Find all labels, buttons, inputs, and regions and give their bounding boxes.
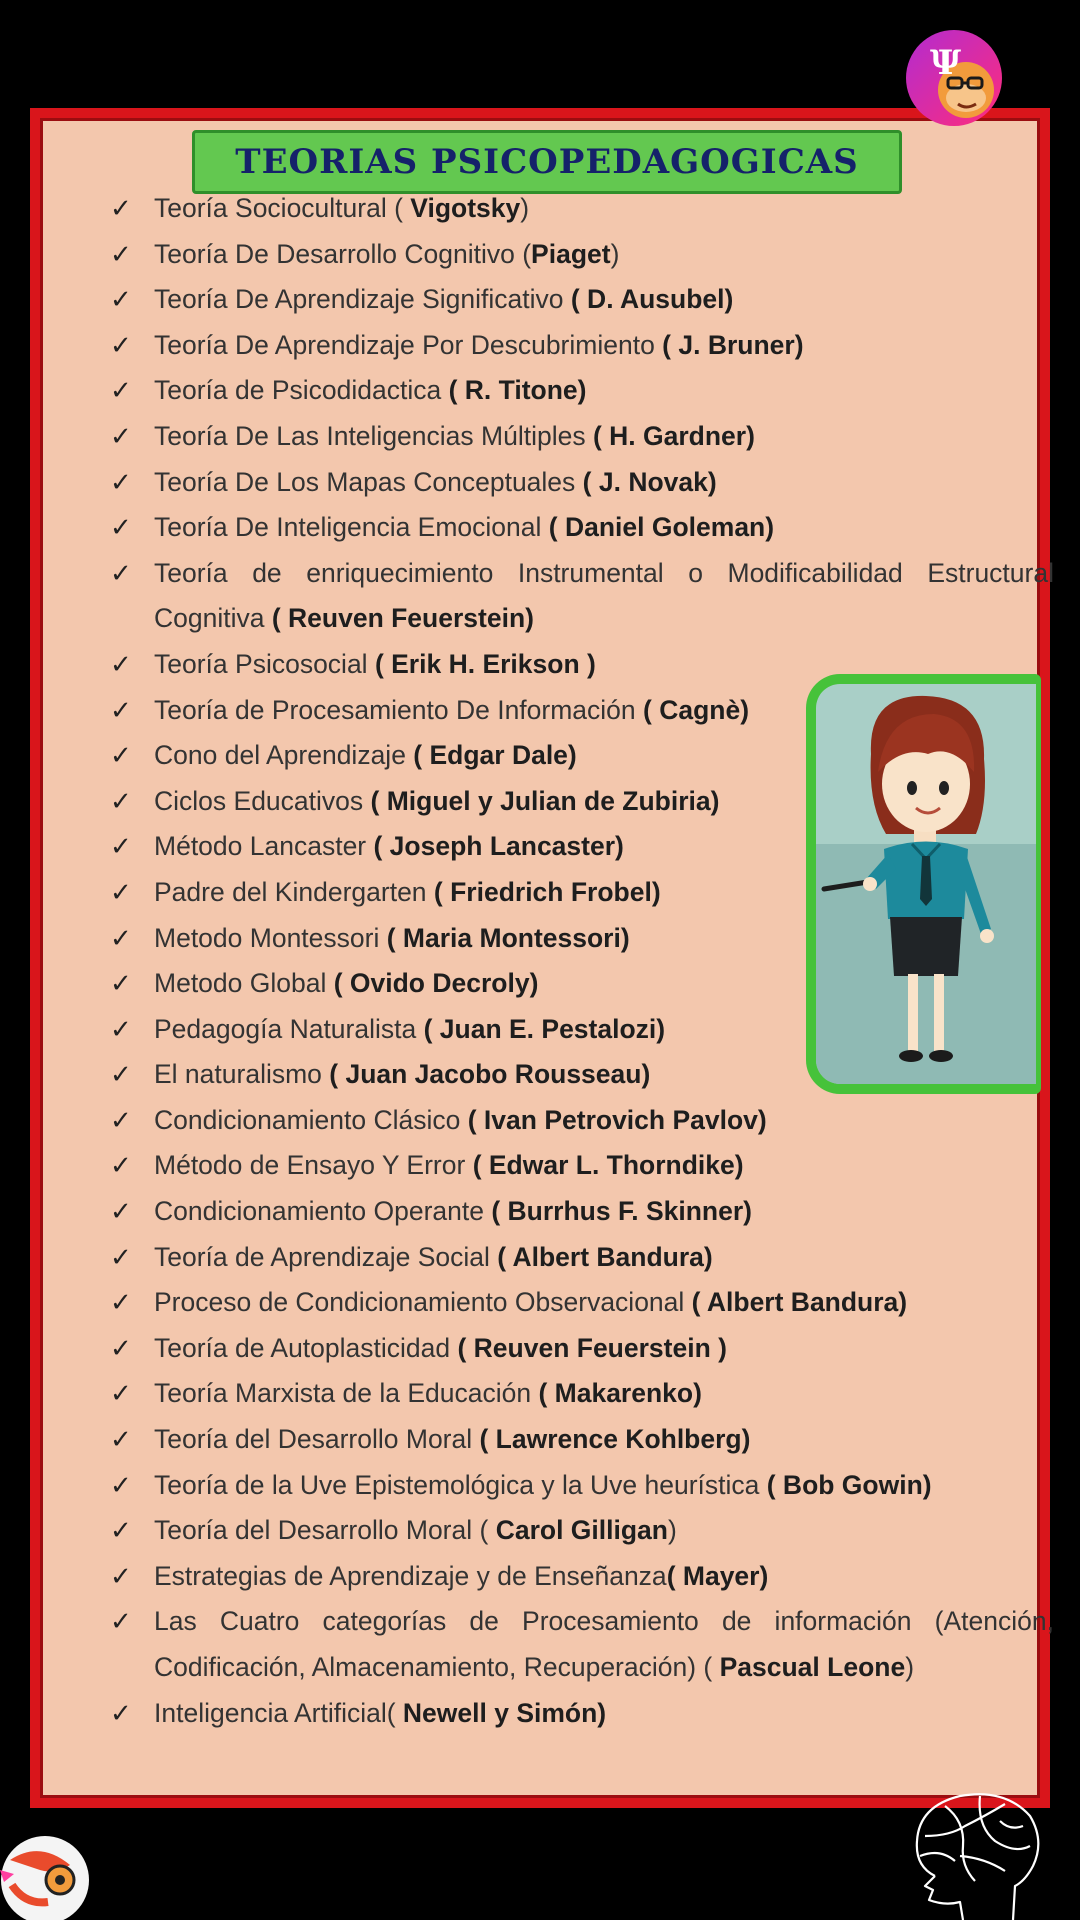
theory-name: Ciclos Educativos [154, 785, 371, 816]
theory-name: Teoría Sociocultural ( [154, 193, 411, 223]
theory-author: Piaget [531, 238, 611, 269]
check-icon: ✓ [110, 785, 132, 816]
theory-author: Pascual Leone [719, 1652, 906, 1682]
theory-author: ( Edwar L. Thorndike) [472, 1150, 744, 1181]
brain-head-icon [905, 1786, 1045, 1920]
teacher-illustration [806, 674, 1041, 1094]
check-icon: ✓ [110, 1013, 132, 1044]
list-item [110, 1280, 1060, 1326]
theory-name: Proceso de Condicionamiento Observacional [154, 1287, 692, 1318]
check-icon: ✓ [110, 740, 132, 771]
check-icon: ✓ [110, 1287, 132, 1318]
theory-name: Método Lancaster [154, 831, 374, 862]
theory-author: ( Albert Bandura) [497, 1241, 713, 1272]
theory-author: ( J. Novak) [582, 466, 717, 497]
list-item [110, 277, 1060, 323]
theory-name: Teoría De Desarrollo Cognitivo ( [154, 238, 532, 269]
list-item [110, 1143, 1060, 1189]
theory-name: Teoría De Las Inteligencias Múltiples [154, 420, 593, 451]
check-icon: ✓ [110, 420, 132, 451]
list-item [110, 1235, 1060, 1281]
closing-paren: ) [520, 193, 530, 223]
theory-name: Teoría de la Uve Epistemológica y la Uve heurística [154, 1469, 767, 1500]
closing-paren: ) [610, 238, 620, 269]
theory-name: Condicionamiento Clásico [154, 1104, 468, 1135]
check-icon: ✓ [110, 466, 132, 497]
theory-author: ( Reuven Feuerstein ) [457, 1332, 727, 1363]
list-item [110, 186, 1060, 232]
theory-author: ( Juan Jacobo Rousseau) [329, 1059, 651, 1090]
theory-author: ( Ivan Petrovich Pavlov) [467, 1104, 767, 1135]
theory-name: Teoría del Desarrollo Moral [154, 1424, 480, 1455]
list-item [110, 1508, 1060, 1554]
page-title: TEORIAS PSICOPEDAGOGICAS [235, 142, 859, 182]
check-icon: ✓ [110, 648, 132, 679]
theory-name: Metodo Global [154, 968, 334, 999]
closing-paren: ) [905, 1652, 915, 1682]
list-item [110, 1371, 1060, 1417]
theory-name: Teoría de Psicodidactica [154, 375, 449, 406]
list-item [110, 505, 1060, 551]
theory-author: ( Daniel Goleman) [548, 512, 775, 543]
theory-author: Carol Gilligan [495, 1515, 668, 1546]
theory-author: ( Cagnè) [643, 694, 750, 725]
check-icon: ✓ [110, 1332, 132, 1363]
theory-name: Teoría de Aprendizaje Social [154, 1241, 498, 1272]
check-icon: ✓ [110, 968, 132, 999]
check-icon: ✓ [110, 284, 132, 315]
list-item [110, 1691, 1060, 1737]
check-icon: ✓ [110, 1059, 132, 1090]
check-icon: ✓ [110, 1515, 132, 1546]
theory-author: ( Makarenko) [538, 1378, 702, 1409]
theories-card [30, 108, 1054, 1808]
check-icon: ✓ [110, 557, 132, 588]
check-icon: ✓ [110, 831, 132, 862]
list-item [110, 460, 1060, 506]
check-icon: ✓ [110, 1196, 132, 1227]
theory-name: Teoría de Procesamiento De Información [154, 694, 644, 725]
list-item [110, 414, 1060, 460]
check-icon: ✓ [110, 238, 132, 269]
theory-author: ( Reuven Feuerstein) [271, 603, 534, 634]
check-icon: ✓ [110, 1378, 132, 1409]
theory-author: ( Juan E. Pestalozi) [423, 1013, 666, 1044]
theory-author: ( D. Ausubel) [570, 284, 734, 315]
theory-name: Las Cuatro categorías de Procesamiento de información (Atención, Codificación, Almacenamiento, Recuperación) ( [154, 1606, 1054, 1682]
theory-author: ( J. Bruner) [662, 329, 804, 360]
check-icon: ✓ [110, 1241, 132, 1272]
list-item [110, 1189, 1060, 1235]
list-item [110, 323, 1060, 369]
list-item [110, 368, 1060, 414]
closing-paren: ) [667, 1515, 677, 1546]
theory-author: ( Burrhus F. Skinner) [491, 1196, 752, 1227]
check-icon: ✓ [110, 193, 132, 223]
psi-symbol: Ψ [930, 43, 962, 83]
list-item [110, 1599, 1054, 1690]
theory-author: ( Bob Gowin) [766, 1469, 932, 1500]
theory-name: Pedagogía Naturalista [154, 1013, 424, 1044]
title-banner [192, 130, 902, 194]
theory-name: Condicionamiento Operante [154, 1196, 492, 1227]
theory-name: Teoría De Aprendizaje Significativo [154, 284, 571, 315]
check-icon: ✓ [110, 922, 132, 953]
theory-name: Teoría De Aprendizaje Por Descubrimiento [154, 329, 663, 360]
check-icon: ✓ [110, 1104, 132, 1135]
theory-name: Cono del Aprendizaje [154, 740, 414, 771]
theory-author: ( Ovido Decroly) [333, 968, 539, 999]
corner-sticker-icon [0, 1830, 95, 1920]
theory-name: Inteligencia Artificial( [154, 1697, 403, 1728]
theory-author: ( Mayer) [666, 1560, 769, 1591]
list-item [110, 232, 1060, 278]
theory-name: Teoría De Inteligencia Emocional [154, 512, 549, 543]
check-icon: ✓ [110, 1697, 132, 1728]
theory-author: Vigotsky [410, 193, 521, 223]
check-icon: ✓ [110, 1424, 132, 1455]
list-item [110, 1326, 1060, 1372]
check-icon: ✓ [110, 512, 132, 543]
theory-author: ( H. Gardner) [592, 420, 755, 451]
theory-name: Padre del Kindergarten [154, 876, 434, 907]
check-icon: ✓ [110, 1560, 132, 1591]
theory-name: Metodo Montessori [154, 922, 387, 953]
theory-author: ( Edgar Dale) [413, 740, 577, 771]
theory-author: ( Albert Bandura) [691, 1287, 908, 1318]
theory-name: Teoría de enriquecimiento Instrumental o Modificabilidad Estructural Cognitiva [154, 557, 1054, 634]
theory-author: ( R. Titone) [448, 375, 587, 406]
check-icon: ✓ [110, 694, 132, 725]
theory-name: Estrategias de Aprendizaje y de Enseñanza [154, 1560, 667, 1591]
list-item [110, 1098, 1060, 1144]
theory-name: Teoría Psicosocial [154, 648, 375, 679]
list-item [110, 1417, 1060, 1463]
check-icon: ✓ [110, 1606, 132, 1637]
theory-author: ( Friedrich Frobel) [433, 876, 661, 907]
theory-author: ( Erik H. Erikson ) [374, 648, 596, 679]
theory-name: Teoría De Los Mapas Conceptuales [154, 466, 583, 497]
list-item [110, 1463, 1060, 1509]
theory-name: Teoría de Autoplasticidad [154, 1332, 458, 1363]
theory-name: El naturalismo [154, 1059, 330, 1090]
theory-author: ( Lawrence Kohlberg) [479, 1424, 751, 1455]
check-icon: ✓ [110, 329, 132, 360]
check-icon: ✓ [110, 1469, 132, 1500]
theory-author: ( Miguel y Julian de Zubiria) [370, 785, 720, 816]
check-icon: ✓ [110, 876, 132, 907]
check-icon: ✓ [110, 1150, 132, 1181]
list-item [110, 1554, 1060, 1600]
theory-author: ( Joseph Lancaster) [373, 831, 624, 862]
theory-author: Newell y Simón) [402, 1697, 607, 1728]
theory-name: Método de Ensayo Y Error [154, 1150, 473, 1181]
psychology-logo-icon [904, 28, 1004, 128]
theory-name: Teoría Marxista de la Educación [154, 1378, 539, 1409]
list-item [110, 551, 1054, 642]
theory-name: Teoría del Desarrollo Moral ( [154, 1515, 496, 1546]
check-icon: ✓ [110, 375, 132, 406]
teacher-figure [816, 684, 1036, 1094]
theory-author: ( Maria Montessori) [386, 922, 630, 953]
